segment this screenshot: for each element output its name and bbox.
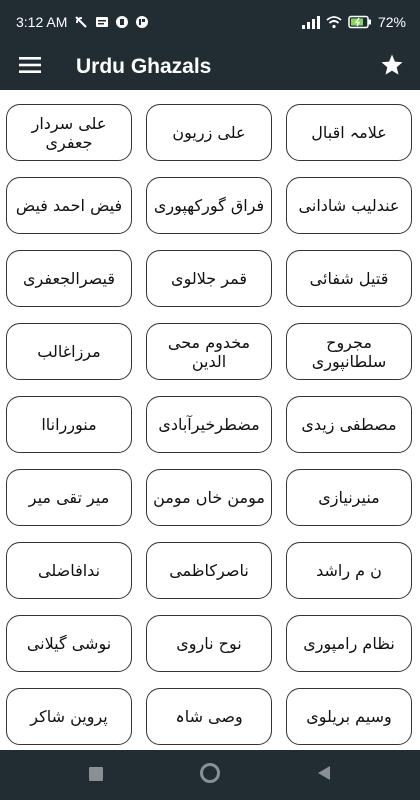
poet-name: قمر جلالوی (171, 269, 247, 288)
poet-card[interactable] (146, 469, 272, 526)
square-recents-icon (89, 766, 103, 785)
app-bar (0, 44, 420, 90)
poet-card[interactable] (146, 104, 272, 161)
poet-card[interactable] (286, 542, 412, 599)
poet-name: نظام رامپوری (303, 634, 395, 653)
hamburger-menu-icon (19, 56, 41, 79)
recents-button[interactable] (76, 755, 116, 795)
poet-card[interactable] (6, 615, 132, 672)
poet-name: وصی شاہ (175, 707, 243, 726)
poet-card[interactable] (286, 469, 412, 526)
poet-card[interactable] (6, 104, 132, 161)
poet-card[interactable] (286, 615, 412, 672)
poet-name: منورراناا (41, 415, 97, 434)
signal-icon (302, 15, 320, 29)
app-icon (115, 15, 129, 29)
app-title: Urdu Ghazals (76, 55, 212, 78)
poet-card[interactable] (286, 688, 412, 745)
poet-card[interactable] (146, 323, 272, 380)
poet-card[interactable] (146, 177, 272, 234)
poet-name: قتیل شفائی (309, 269, 389, 288)
poet-name: میر تقی میر (28, 488, 110, 507)
home-button[interactable] (190, 755, 230, 795)
poet-card[interactable] (6, 688, 132, 745)
poet-name: وسیم بریلوی (306, 707, 392, 726)
poet-name: فراق گورکھپوری (153, 196, 265, 215)
poet-name: ندافاضلی (37, 561, 101, 580)
poet-card[interactable] (6, 323, 132, 380)
poet-card[interactable] (6, 177, 132, 234)
poet-card[interactable] (146, 688, 272, 745)
poet-name: مضطرخیرآبادی (158, 415, 260, 434)
poet-name: ن م راشد (316, 561, 382, 580)
poet-card[interactable] (286, 396, 412, 453)
message-icon (95, 15, 109, 29)
poet-grid (0, 90, 420, 750)
status-left (16, 14, 149, 30)
poet-name: مخدوم محی الدین (167, 332, 251, 371)
poet-name: علی زریون (172, 123, 246, 142)
status-time: 3:12 AM (16, 14, 68, 30)
poet-card[interactable] (146, 542, 272, 599)
poet-card[interactable] (286, 177, 412, 234)
poet-name: فیض احمد فیض (15, 196, 123, 215)
no-call-icon (73, 14, 89, 30)
poet-name: عندلیب شادانی (298, 196, 400, 215)
star-icon (380, 53, 404, 82)
app-icon (135, 15, 149, 29)
triangle-back-icon (317, 765, 331, 785)
battery-percent: 72% (377, 14, 406, 30)
favorites-button[interactable] (364, 44, 420, 90)
poet-name: منیرنیازی (318, 488, 380, 507)
poet-name: علامہ اقبال (311, 123, 387, 142)
back-button[interactable] (304, 755, 344, 795)
status-right (302, 14, 406, 30)
system-nav-bar (0, 750, 420, 800)
poet-card[interactable] (6, 469, 132, 526)
poet-card[interactable] (6, 542, 132, 599)
poet-name: ناصرکاظمی (169, 561, 249, 580)
poet-name: نوح ناروی (176, 634, 242, 653)
menu-button[interactable] (0, 44, 60, 90)
poet-name: علی سردار جعفری (31, 113, 107, 152)
poet-name: نوشی گیلانی (26, 634, 112, 653)
poet-card[interactable] (146, 396, 272, 453)
poet-card[interactable] (286, 323, 412, 380)
battery-icon (348, 15, 372, 29)
wifi-icon (326, 15, 342, 29)
poet-card[interactable] (286, 250, 412, 307)
poet-card[interactable] (6, 250, 132, 307)
poet-name: مصطفی زیدی (301, 415, 397, 434)
poet-name: مرزاغالب (37, 342, 101, 361)
poet-name: مجروح سلطانپوری (311, 332, 387, 371)
poet-name: مومن خاں مومن (153, 488, 265, 507)
poet-card[interactable] (286, 104, 412, 161)
circle-home-icon (199, 762, 221, 788)
poet-name: قیصرالجعفری (23, 269, 115, 288)
poet-card[interactable] (146, 250, 272, 307)
status-bar (0, 0, 420, 44)
poet-card[interactable] (6, 396, 132, 453)
poet-name: پروین شاکر (30, 707, 108, 726)
poet-card[interactable] (146, 615, 272, 672)
